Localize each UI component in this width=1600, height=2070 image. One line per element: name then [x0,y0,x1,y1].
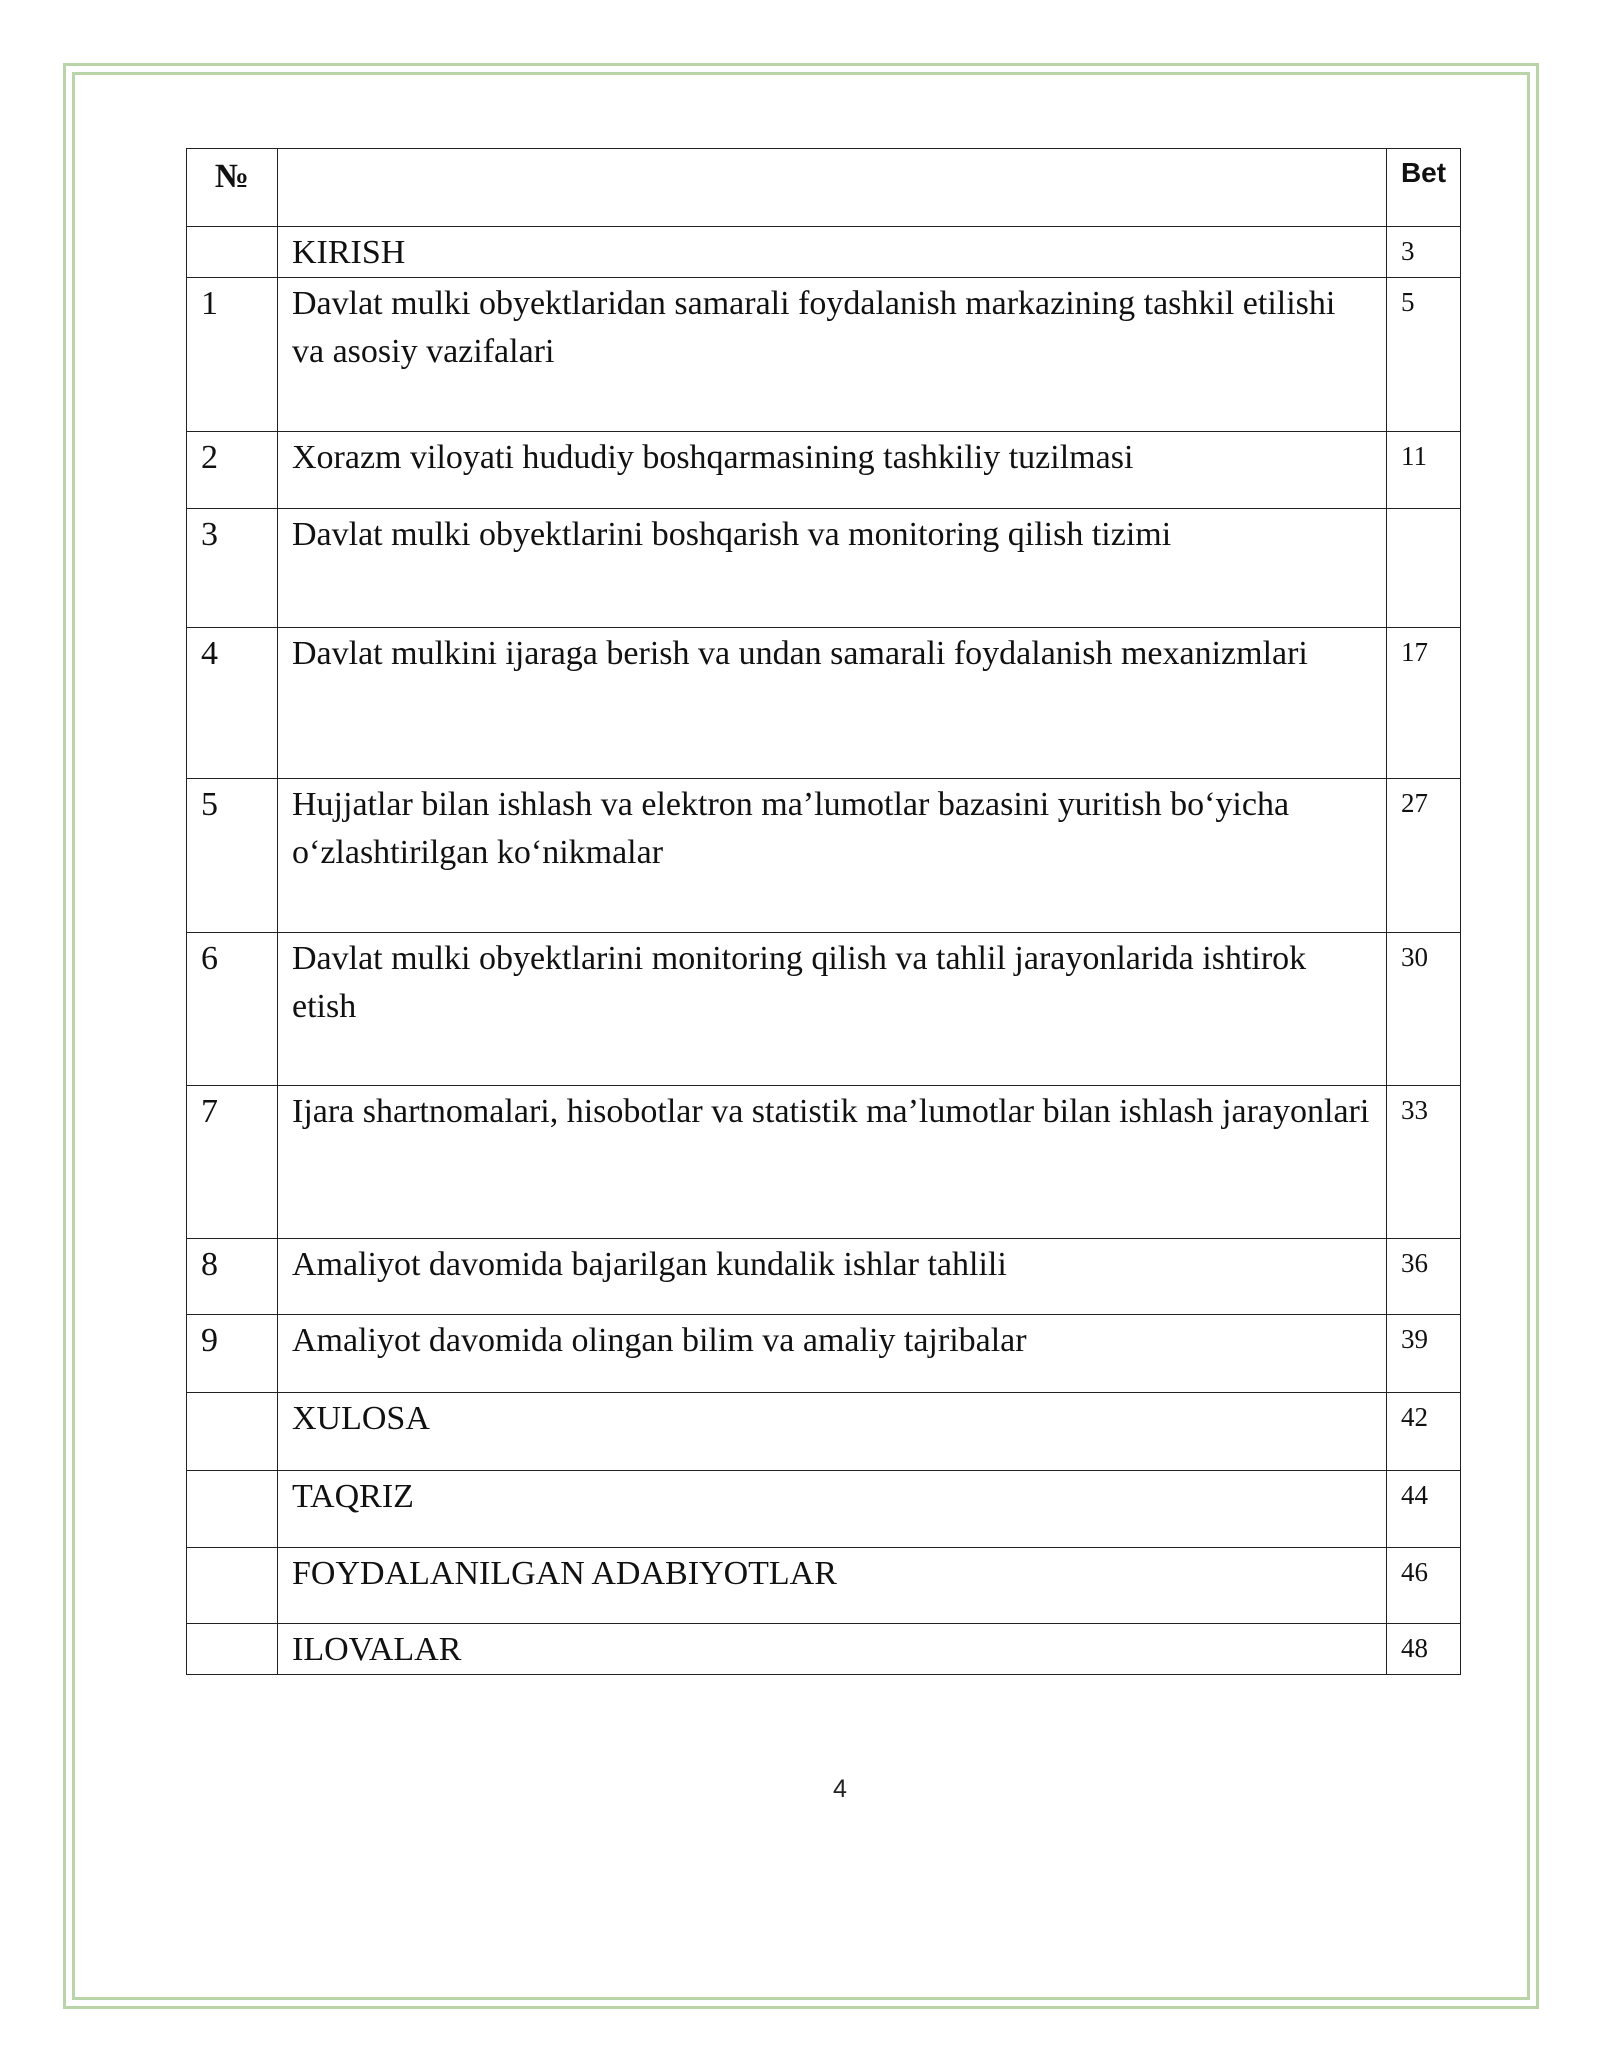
toc-row-page: 46 [1387,1548,1461,1624]
toc-row [187,227,1461,278]
toc-row-number: 7 [187,1086,278,1239]
toc-row-number [187,1548,278,1624]
toc-row-number [187,227,278,278]
toc-row-title: XULOSA [278,1393,1387,1471]
toc-row-page: 17 [1387,628,1461,779]
toc-row-number: 9 [187,1315,278,1393]
toc-header-page: Bet [1387,149,1461,227]
toc-row-page: 48 [1387,1624,1461,1675]
toc-row [187,278,1461,432]
toc-row-title: FOYDALANILGAN ADABIYOTLAR [278,1548,1387,1624]
toc-header-title [278,149,1387,227]
toc-row-page: 5 [1387,278,1461,432]
toc-row-page: 42 [1387,1393,1461,1471]
toc-row [187,933,1461,1086]
toc-row-number: 5 [187,779,278,933]
toc-row [187,1471,1461,1548]
toc-row [187,1086,1461,1239]
toc-row-page [1387,509,1461,628]
toc-row-title: Amaliyot davomida olingan bilim va amaliy tajribalar [278,1315,1387,1393]
page-number: 4 [833,1775,847,1803]
toc-row-number [187,1393,278,1471]
toc-header-number: № [187,149,278,227]
toc-row-page: 3 [1387,227,1461,278]
toc-row [187,509,1461,628]
toc-row-title: ILOVALAR [278,1624,1387,1675]
toc-row [187,1393,1461,1471]
toc-row-page: 27 [1387,779,1461,933]
toc-row-page: 44 [1387,1471,1461,1548]
toc-row-title: Davlat mulkini ijaraga berish va undan samarali foydalanish mexanizmlari [278,628,1387,779]
toc-header-row [187,149,1461,227]
toc-row-number: 2 [187,432,278,509]
toc-row-title: Amaliyot davomida bajarilgan kundalik ishlar tahlili [278,1239,1387,1315]
toc-row [187,1624,1461,1675]
toc-row-title: Davlat mulki obyektlarini boshqarish va monitoring qilish tizimi [278,509,1387,628]
toc-row-page: 39 [1387,1315,1461,1393]
toc-row-number: 1 [187,278,278,432]
toc-row-title: KIRISH [278,227,1387,278]
toc-row-title: Xorazm viloyati hududiy boshqarmasining tashkiliy tuzilmasi [278,432,1387,509]
toc-row-title: Davlat mulki obyektlaridan samarali foydalanish markazining tashkil etilishi va asosiy vazifalari [278,278,1387,432]
toc-row-page: 11 [1387,432,1461,509]
toc-row-page: 30 [1387,933,1461,1086]
toc-row-title: TAQRIZ [278,1471,1387,1548]
toc-row [187,432,1461,509]
toc-row-number [187,1624,278,1675]
toc-row [187,779,1461,933]
toc-row [187,1239,1461,1315]
toc-row-page: 33 [1387,1086,1461,1239]
toc-row-title: Ijara shartnomalari, hisobotlar va statistik ma’lumotlar bilan ishlash jarayonlari [278,1086,1387,1239]
toc-row-title: Hujjatlar bilan ishlash va elektron ma’lumotlar bazasini yuritish bo‘yicha o‘zlashtirilgan ko‘nikmalar [278,779,1387,933]
toc-row-number: 3 [187,509,278,628]
toc-row-number: 4 [187,628,278,779]
toc-row [187,1315,1461,1393]
table-of-contents [186,148,1461,1675]
toc-row-number [187,1471,278,1548]
toc-row-number: 8 [187,1239,278,1315]
toc-row-title: Davlat mulki obyektlarini monitoring qilish va tahlil jarayonlarida ishtirok etish [278,933,1387,1086]
toc-row-number: 6 [187,933,278,1086]
toc-row [187,628,1461,779]
toc-row-page: 36 [1387,1239,1461,1315]
toc-row [187,1548,1461,1624]
